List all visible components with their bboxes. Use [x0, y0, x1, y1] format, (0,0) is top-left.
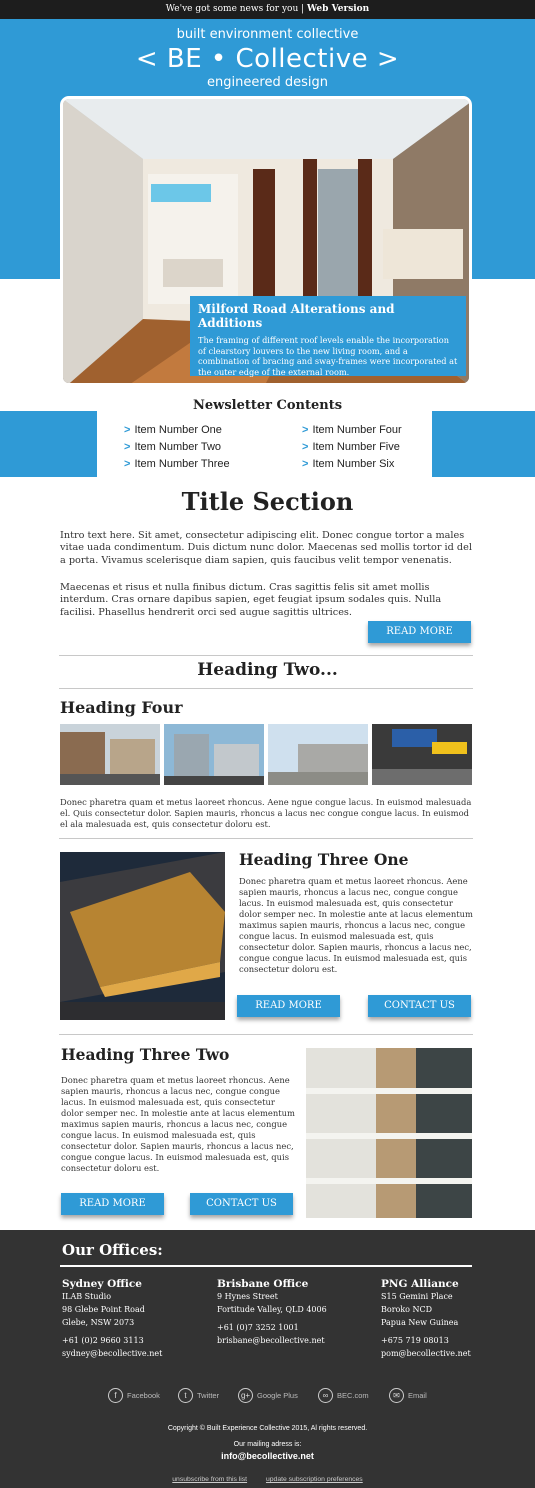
office-email[interactable]: pom@becollective.net — [381, 1349, 471, 1358]
offices-title: Our Offices: — [62, 1241, 163, 1259]
office-name: Sydney Office — [62, 1278, 142, 1290]
footer-links — [0, 1468, 535, 1486]
chevron-right-icon: > — [124, 424, 131, 436]
contents-item-1[interactable] — [124, 424, 222, 436]
email-link[interactable] — [389, 1388, 427, 1403]
contents-title: Newsletter Contents — [192, 398, 343, 413]
office-brisbane — [217, 1278, 327, 1347]
heading-three-two: Heading Three Two — [61, 1045, 230, 1064]
heading-four: Heading Four — [60, 698, 183, 717]
website-link[interactable] — [318, 1388, 369, 1403]
contact-us-button[interactable]: CONTACT US — [190, 1193, 293, 1215]
divider — [59, 838, 473, 839]
title-section-heading: Title Section — [181, 487, 354, 516]
office-phone: +61 (0)2 9660 3113 — [62, 1336, 144, 1345]
heading-four-text: Donec pharetra quam et metus laoreet rhoncus. Aene ngue congue lacus. In euismod malesuada el. Quis consectetur dolor. Sapien mauris, rhoncus a lacus nec congue congue lacus. In euismod el ala malesuada est, quis consectetur doloru est. — [60, 797, 472, 829]
link-icon: ∞ — [318, 1388, 333, 1403]
read-more-button[interactable]: READ MORE — [368, 621, 471, 643]
social-label: BEC.com — [337, 1391, 369, 1400]
facebook-link[interactable] — [108, 1388, 160, 1403]
contents-item-label: Item Number Six — [312, 458, 395, 470]
office-line: Fortitude Valley, QLD 4006 — [217, 1305, 327, 1314]
google-plus-link[interactable] — [238, 1388, 298, 1403]
preferences-link[interactable]: update subscription preferences — [265, 1476, 363, 1483]
twitter-link[interactable] — [178, 1388, 219, 1403]
office-line: Boroko NCD — [381, 1305, 433, 1314]
contact-us-button[interactable]: CONTACT US — [368, 995, 471, 1017]
brand-logo: < BE • Collective > — [135, 44, 400, 74]
contents-item-label: Item Number Five — [312, 441, 400, 453]
brand-tagline: built environment collective — [176, 27, 359, 42]
contents-right-bar — [432, 411, 535, 477]
footer-divider — [60, 1265, 472, 1267]
twitter-icon: t — [178, 1388, 193, 1403]
unsubscribe-link[interactable]: unsubscribe from this list — [172, 1476, 248, 1483]
social-label: Facebook — [127, 1391, 160, 1400]
envelope-icon: ✉ — [389, 1388, 404, 1403]
top-bar-text: We've got some news for you | — [165, 4, 305, 14]
contents-item-6[interactable] — [302, 458, 394, 470]
office-line: S15 Gemini Place — [381, 1292, 453, 1301]
office-line: Glebe, NSW 2073 — [62, 1318, 135, 1327]
chevron-right-icon: > — [302, 458, 309, 470]
office-name: Brisbane Office — [217, 1278, 309, 1290]
divider — [59, 655, 473, 656]
social-label: Email — [408, 1391, 427, 1400]
office-line: ILAB Studio — [62, 1292, 112, 1301]
contents-item-3[interactable] — [124, 458, 230, 470]
divider — [59, 1034, 473, 1035]
contents-item-label: Item Number Two — [134, 441, 222, 453]
chevron-right-icon: > — [124, 458, 131, 470]
heading-three-one-text: Donec pharetra quam et metus laoreet rhoncus. Aene sapien mauris, rhoncus a lacus nec, congue congue lacus. In euismod malesuada est, quis consectetur dolor semper nec. In molestie ante at lacus elementum maximus sapien mauris, rhoncus a lacus nec, congue congue lacus. In euismod malesuada est, quis consectetur dolor. Sapien mauris, rhoncus a lacus nec, congue congue lacus. In euismod malesuada est, quis consectetur doloru est. — [239, 876, 473, 974]
gallery-image-3[interactable] — [268, 724, 368, 785]
gallery-image-2[interactable] — [164, 724, 264, 785]
heading-two: Heading Two... — [197, 660, 338, 680]
contents-item-label: Item Number Three — [134, 458, 230, 470]
hero-caption — [190, 296, 466, 376]
social-label: Twitter — [197, 1391, 220, 1400]
mailing-email[interactable]: info@becollective.net — [221, 1451, 314, 1461]
contents-item-5[interactable] — [302, 441, 400, 453]
social-label: Google Plus — [257, 1391, 298, 1400]
heading-three-two-image — [306, 1048, 472, 1218]
mailing-label: Our mailing adress is: — [233, 1441, 302, 1448]
office-phone: +675 719 08013 — [381, 1336, 449, 1345]
office-name: PNG Alliance — [381, 1278, 459, 1290]
gallery-image-1[interactable] — [60, 724, 160, 785]
office-line: Papua New Guinea — [381, 1318, 459, 1327]
divider — [59, 688, 473, 689]
contents-left-bar — [0, 411, 97, 477]
office-png — [381, 1278, 471, 1360]
gallery-image-4[interactable] — [372, 724, 472, 785]
read-more-button[interactable]: READ MORE — [237, 995, 340, 1017]
contents-item-label: Item Number One — [134, 424, 222, 436]
chevron-right-icon: > — [302, 424, 309, 436]
google-plus-icon: g+ — [238, 1388, 253, 1403]
chevron-right-icon: > — [302, 441, 309, 453]
office-line: 9 Hynes Street — [217, 1292, 278, 1301]
intro-paragraph: Intro text here. Sit amet, consectetur adipiscing elit. Donec congue tortor a males vitae uada condimentum. Duis dictum nunc dolor. Maecenas sed mollis tortor id del a porta. Vivamus scelerisque diam sapien, quis faucibus velit tempor venenatis. — [60, 530, 472, 566]
heading-three-one-image — [60, 852, 225, 1020]
copyright: Copyright © Built Experience Collective 2015, Al rights reserved. — [167, 1425, 368, 1432]
contents-item-2[interactable] — [124, 441, 221, 453]
hero-caption-text: The framing of different roof levels enable the incorporation of clearstory louvers to the new living room, and a combination of bracing and sway-frames were incorporated at the outer edge of the external room. — [198, 335, 458, 377]
hero-caption-title: Milford Road Alterations and Additions — [198, 302, 395, 330]
office-phone: +61 (0)7 3252 1001 — [217, 1323, 299, 1332]
facebook-icon: f — [108, 1388, 123, 1403]
office-email[interactable]: brisbane@becollective.net — [217, 1336, 325, 1345]
office-sydney — [62, 1278, 162, 1360]
heading-three-one: Heading Three One — [239, 850, 409, 869]
read-more-button[interactable]: READ MORE — [61, 1193, 164, 1215]
office-line: 98 Glebe Point Road — [62, 1305, 145, 1314]
contents-item-4[interactable] — [302, 424, 402, 436]
top-bar — [0, 0, 535, 19]
web-version-link[interactable]: Web Version — [307, 4, 370, 14]
heading-three-two-text: Donec pharetra quam et metus laoreet rhoncus. Aene sapien mauris, rhoncus a lacus nec, congue congue lacus. In euismod malesuada est, quis consectetur dolor semper nec. In molestie ante at lacus elementum maximus sapien mauris, rhoncus a lacus nec, congue congue lacus. In euismod malesuada est, quis consectetur dolor. Sapien mauris, rhoncus a lacus nec, congue congue lacus. In euismod malesuada est, quis consectetur doloru est. — [61, 1075, 295, 1173]
brand-subtitle: engineered design — [207, 75, 328, 90]
chevron-right-icon: > — [124, 441, 131, 453]
office-email[interactable]: sydney@becollective.net — [62, 1349, 163, 1358]
contents-item-label: Item Number Four — [312, 424, 402, 436]
second-paragraph: Maecenas et risus et nulla finibus dictum. Cras sagittis felis sit amet mollis interdum. Cras ornare dapibus sapien, eget feugiat ipsum sodales quis. Nulla facilisi. Phasellus hendrerit orci sed augue sagittis ultrices. — [60, 582, 442, 618]
